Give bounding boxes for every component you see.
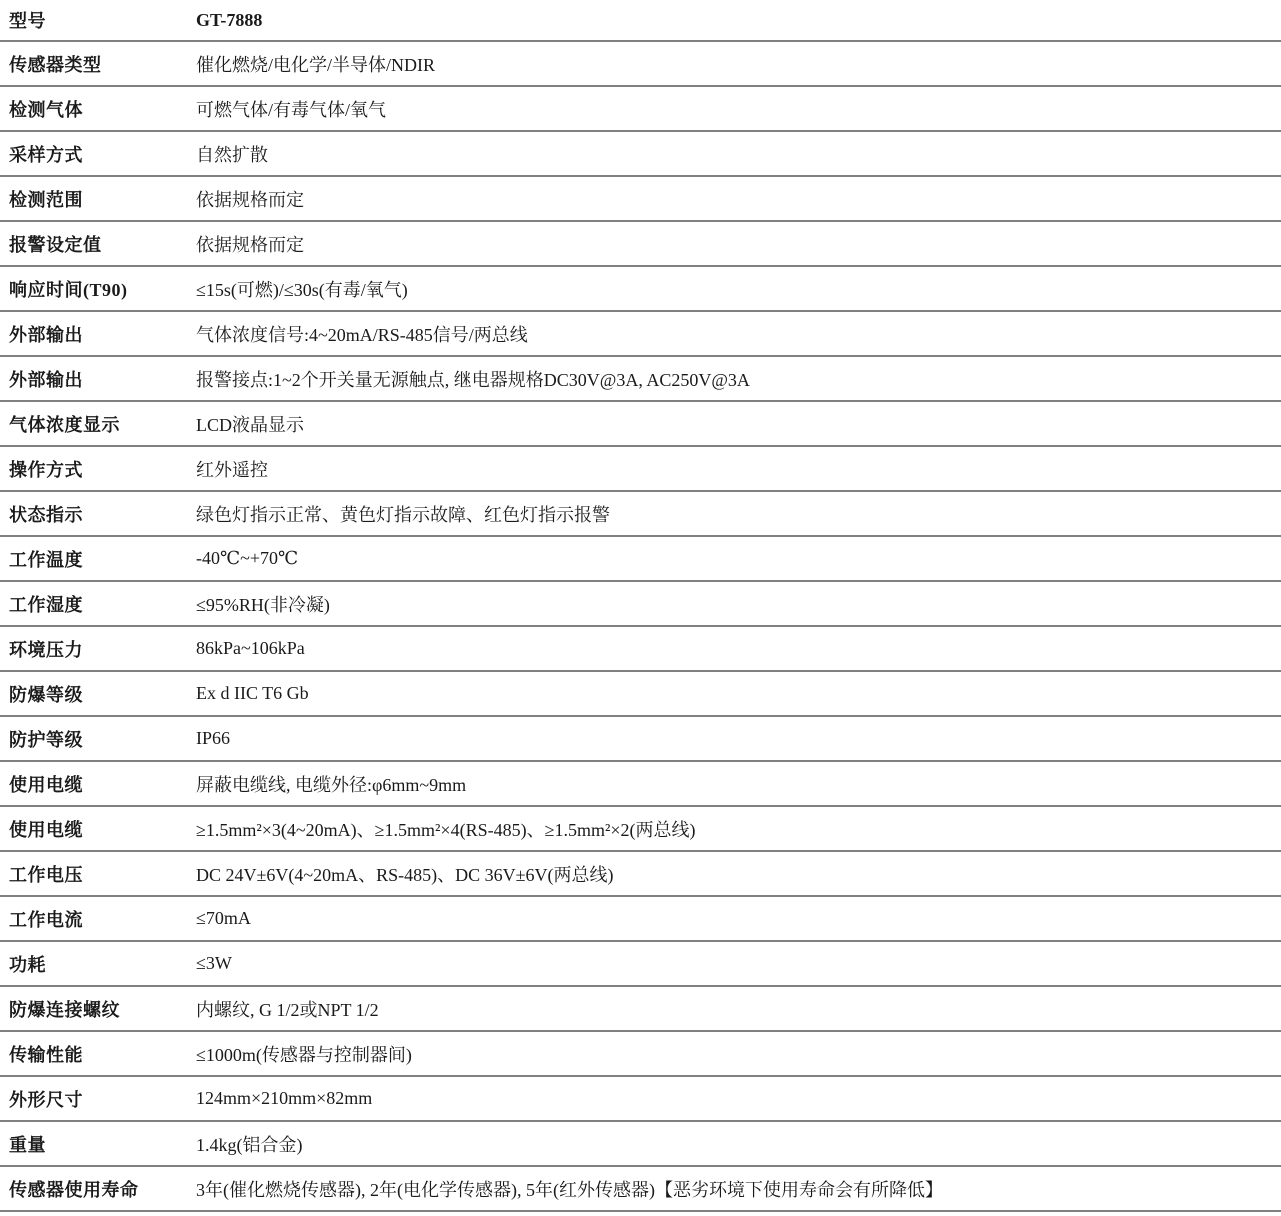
spec-value: 依据规格而定 (196, 189, 304, 210)
spec-label: 状态指示 (9, 504, 83, 525)
spec-row-ambient-pressure (0, 627, 1281, 672)
spec-label: 检测范围 (9, 189, 83, 210)
spec-row-sampling-method (0, 132, 1281, 177)
spec-value: ≥1.5mm²×3(4~20mA)、≥1.5mm²×4(RS-485)、≥1.5mm²×2(两总线) (196, 819, 696, 840)
spec-row-dimensions (0, 1077, 1281, 1122)
spec-label: 型号 (9, 11, 46, 31)
spec-value: Ex d IIC T6 Gb (196, 683, 309, 703)
spec-label: 操作方式 (9, 459, 83, 480)
spec-row-transmission-distance (0, 1032, 1281, 1077)
spec-row-external-output-signal (0, 312, 1281, 357)
spec-label: 外部输出 (9, 324, 83, 345)
spec-row-model (0, 0, 1281, 42)
spec-value: 可燃气体/有毒气体/氧气 (196, 99, 387, 120)
spec-label: 采样方式 (9, 144, 83, 165)
spec-label: 传感器类型 (9, 54, 102, 75)
spec-row-power-consumption (0, 942, 1281, 987)
spec-label: 重量 (9, 1134, 46, 1155)
spec-label: 检测气体 (9, 99, 83, 120)
spec-row-detection-range (0, 177, 1281, 222)
spec-value: ≤15s(可燃)/≤30s(有毒/氧气) (196, 279, 408, 300)
spec-label: 防爆等级 (9, 684, 83, 705)
spec-value: ≤95%RH(非冷凝) (196, 594, 330, 615)
spec-value: ≤70mA (196, 908, 251, 928)
spec-label: 工作温度 (9, 549, 83, 570)
spec-row-detected-gas (0, 87, 1281, 132)
spec-row-cable-spec (0, 807, 1281, 852)
spec-label: 环境压力 (9, 639, 83, 660)
spec-value: 内螺纹, G 1/2或NPT 1/2 (196, 999, 379, 1020)
spec-label: 外形尺寸 (9, 1089, 83, 1110)
spec-row-operation-mode (0, 447, 1281, 492)
spec-label: 防护等级 (9, 729, 83, 750)
spec-value: 124mm×210mm×82mm (196, 1088, 373, 1108)
spec-label: 气体浓度显示 (9, 414, 120, 435)
spec-value: GT-7888 (196, 9, 263, 30)
spec-value: IP66 (196, 728, 231, 748)
spec-value: DC 24V±6V(4~20mA、RS-485)、DC 36V±6V(两总线) (196, 864, 614, 885)
spec-label: 报警设定值 (9, 234, 102, 255)
spec-row-operating-temperature (0, 537, 1281, 582)
spec-value: 报警接点:1~2个开关量无源触点, 继电器规格DC30V@3A, AC250V@3A (196, 369, 750, 390)
spec-value: 86kPa~106kPa (196, 638, 305, 658)
spec-label: 工作湿度 (9, 594, 83, 615)
spec-row-response-time (0, 267, 1281, 312)
spec-row-status-indicator (0, 492, 1281, 537)
spec-label: 使用电缆 (9, 774, 83, 795)
spec-value: 1.4kg(铝合金) (196, 1134, 303, 1155)
spec-label: 防爆连接螺纹 (9, 999, 120, 1020)
spec-value: LCD液晶显示 (196, 414, 304, 435)
spec-value: 气体浓度信号:4~20mA/RS-485信号/两总线 (196, 324, 528, 345)
spec-label: 功耗 (9, 954, 46, 975)
spec-row-sensor-type (0, 42, 1281, 87)
spec-value: -40℃~+70℃ (196, 548, 299, 568)
spec-label: 工作电流 (9, 909, 83, 930)
spec-row-operating-humidity (0, 582, 1281, 627)
spec-row-concentration-display (0, 402, 1281, 447)
spec-label: 外部输出 (9, 369, 83, 390)
spec-label: 传感器使用寿命 (9, 1179, 139, 1200)
spec-value: 催化燃烧/电化学/半导体/NDIR (196, 54, 435, 75)
spec-value: 3年(催化燃烧传感器), 2年(电化学传感器), 5年(红外传感器)【恶劣环境下使用寿命会有所降低】 (196, 1179, 943, 1200)
spec-row-sensor-lifetime (0, 1167, 1281, 1212)
spec-row-explosion-proof-rating (0, 672, 1281, 717)
spec-row-external-output-relay (0, 357, 1281, 402)
spec-label: 使用电缆 (9, 819, 83, 840)
spec-row-cable-type (0, 762, 1281, 807)
spec-value: 自然扩散 (196, 144, 268, 165)
spec-row-operating-current (0, 897, 1281, 942)
spec-row-weight (0, 1122, 1281, 1167)
spec-value: 绿色灯指示正常、黄色灯指示故障、红色灯指示报警 (196, 504, 610, 525)
spec-value: 屏蔽电缆线, 电缆外径:φ6mm~9mm (196, 774, 467, 795)
spec-row-ingress-protection (0, 717, 1281, 762)
spec-value: 红外遥控 (196, 459, 268, 480)
spec-label: 响应时间(T90) (9, 279, 128, 300)
spec-row-operating-voltage (0, 852, 1281, 897)
spec-row-thread-connection (0, 987, 1281, 1032)
spec-label: 传输性能 (9, 1044, 83, 1065)
spec-value: 依据规格而定 (196, 234, 304, 255)
spec-value: ≤1000m(传感器与控制器间) (196, 1044, 412, 1065)
spec-value: ≤3W (196, 953, 232, 973)
spec-row-alarm-setpoint (0, 222, 1281, 267)
spec-label: 工作电压 (9, 864, 83, 885)
